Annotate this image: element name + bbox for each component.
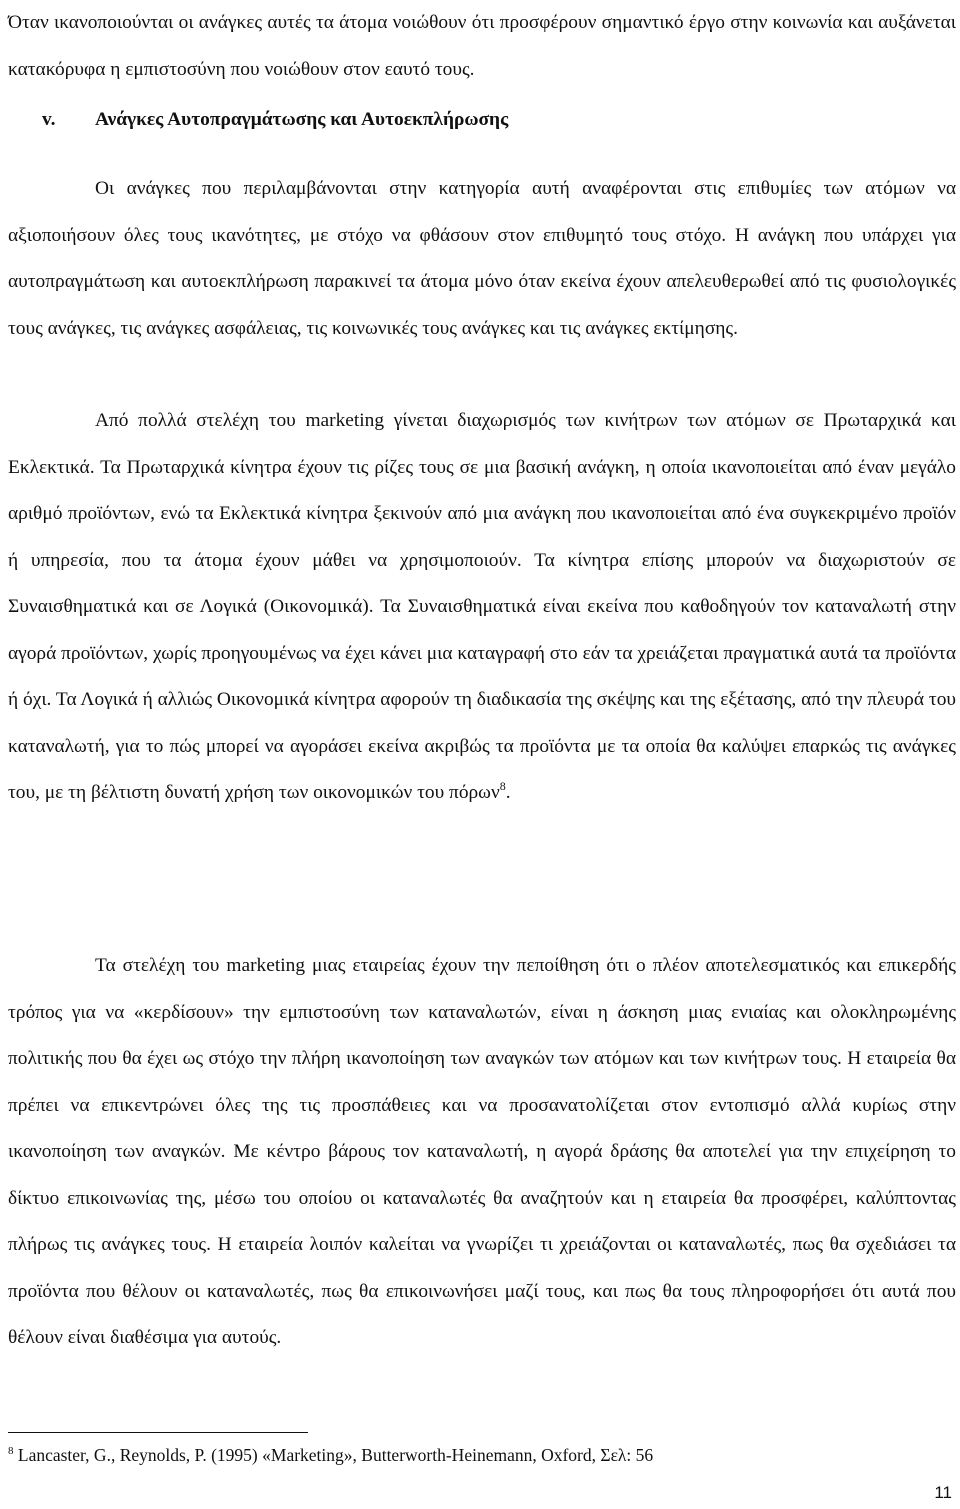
footnote-divider [8,1432,308,1433]
footnote-text: Lancaster, G., Reynolds, P. (1995) «Marketing», Butterworth-Heinemann, Oxford, Σελ: 56 [13,1445,654,1465]
footnote-number: 8 [8,1445,14,1457]
paragraph-needs: Οι ανάγκες που περιλαμβάνονται στην κατηγορία αυτή αναφέρονται στις επιθυμίες των ατόμων να αξιοποιήσουν όλες τους ικανότητες, με στόχο να φθάσουν στον επιθυμητό τους στόχο. Η ανάγκη που υπάρχει για αυτοπραγμάτωση και αυτοεκπλήρωση παρακινεί τα άτομα μόνο όταν εκείνα έχουν απελευθερωθεί από τις φυσιολογικές τους ανάγκες, τις ανάγκες ασφάλειας, τις κοινωνικές τους ανάγκες και τις ανάγκες εκτίμησης. [8,178,956,339]
paragraph-strategy: Τα στελέχη του marketing μιας εταιρείας έχουν την πεποίθηση ότι ο πλέον αποτελεσματικός και επικερδής τρόπος για να «κερδίσουν» την εμπιστοσύνη των καταναλωτών, είναι η άσκηση μιας ενιαίας και ολοκληρωμένης πολιτικής που θα έχει ως στόχο την πλήρη ικανοποίηση των αναγκών των ατόμων και των κινήτρων τους. Η εταιρεία θα πρέπει να επικεντρώνει όλες της τις προσπάθειες και να προσανατολίζεται στον εντοπισμό αλλά κυρίως στην ικανοποίηση των αναγκών. Με κέντρο βάρους τον καταναλωτή, η αγορά δράσης θα αποτελεί για την επιχείρηση το δίκτυο επικοινωνίας της, μέσω του οποίου οι καταναλωτές θα αναζητούν και η εταιρεία θα προσφέρει, καλύπτοντας πλήρως τις ανάγκες τους. Η εταιρεία λοιπόν καλείται να γνωρίζει τι χρειάζονται οι καταναλωτές, πως θα σχεδιάσει τα προϊόντα που θέλουν οι καταναλωτές, πως θα επικοινωνήσει μαζί τους, και πως θα τους πληροφορήσει ότι αυτά που θέλουν είναι διαθέσιμα για αυτούς. [8,955,956,1348]
paragraph-motives-end: . [505,782,511,803]
paragraph-intro: Όταν ικανοποιούνται οι ανάγκες αυτές τα άτομα νοιώθουν ότι προσφέρουν σημαντικό έργο στην κοινωνία και αυξάνεται κατακόρυφα η εμπιστοσύνη που νοιώθουν στον εαυτό τους. [8,12,956,80]
footnote [8,1443,948,1467]
section-heading [8,97,948,144]
section-title: Ανάγκες Αυτοπραγμάτωσης και Αυτοεκπλήρωσης [95,109,509,130]
paragraph-motives [8,398,956,817]
page-number: 11 [934,1483,952,1502]
paragraph-motives-text: Από πολλά στελέχη του marketing γίνεται διαχωρισμός των κινήτρων των ατόμων σε Πρωταρχικά και Εκλεκτικά. Τα Πρωταρχικά κίνητρα έχουν τις ρίζες τους σε μια βασική ανάγκη, η οποία ικανοποιείται από έναν μεγάλο αριθμό προϊόντων, ενώ τα Εκλεκτικά κίνητρα ξεκινούν από μια ανάγκη που ικανοποιείται από ένα συγκεκριμένο προϊόν ή υπηρεσία, που τα άτομα έχουν μάθει να χρησιμοποιούν. Τα κίνητρα επίσης μπορούν να διαχωριστούν σε Συναισθηματικά και σε Λογικά (Οικονομικά). Τα Συναισθηματικά είναι εκείνα που καθοδηγούν τον καταναλωτή στην αγορά προϊόντων, χωρίς προηγουμένως να έχει κάνει μια καταγραφή στο εάν τα χρειάζεται πραγματικά αυτά τα προϊόντα ή όχι. Τα Λογικά ή αλλιώς Οικονομικά κίνητρα αφορούν τη διαδικασία της σκέψης και της εξέτασης, από την πλευρά του καταναλωτή, για το πώς μπορεί να αγοράσει εκείνα ακριβώς τα προϊόντα με τα οποία θα καλύψει επαρκώς τις ανάγκες του, με τη βέλτιστη δυνατή χρήση των οικονομικών του πόρων [8,410,956,803]
section-number: v. [42,109,56,130]
footnote-reference: 8 [499,779,506,793]
